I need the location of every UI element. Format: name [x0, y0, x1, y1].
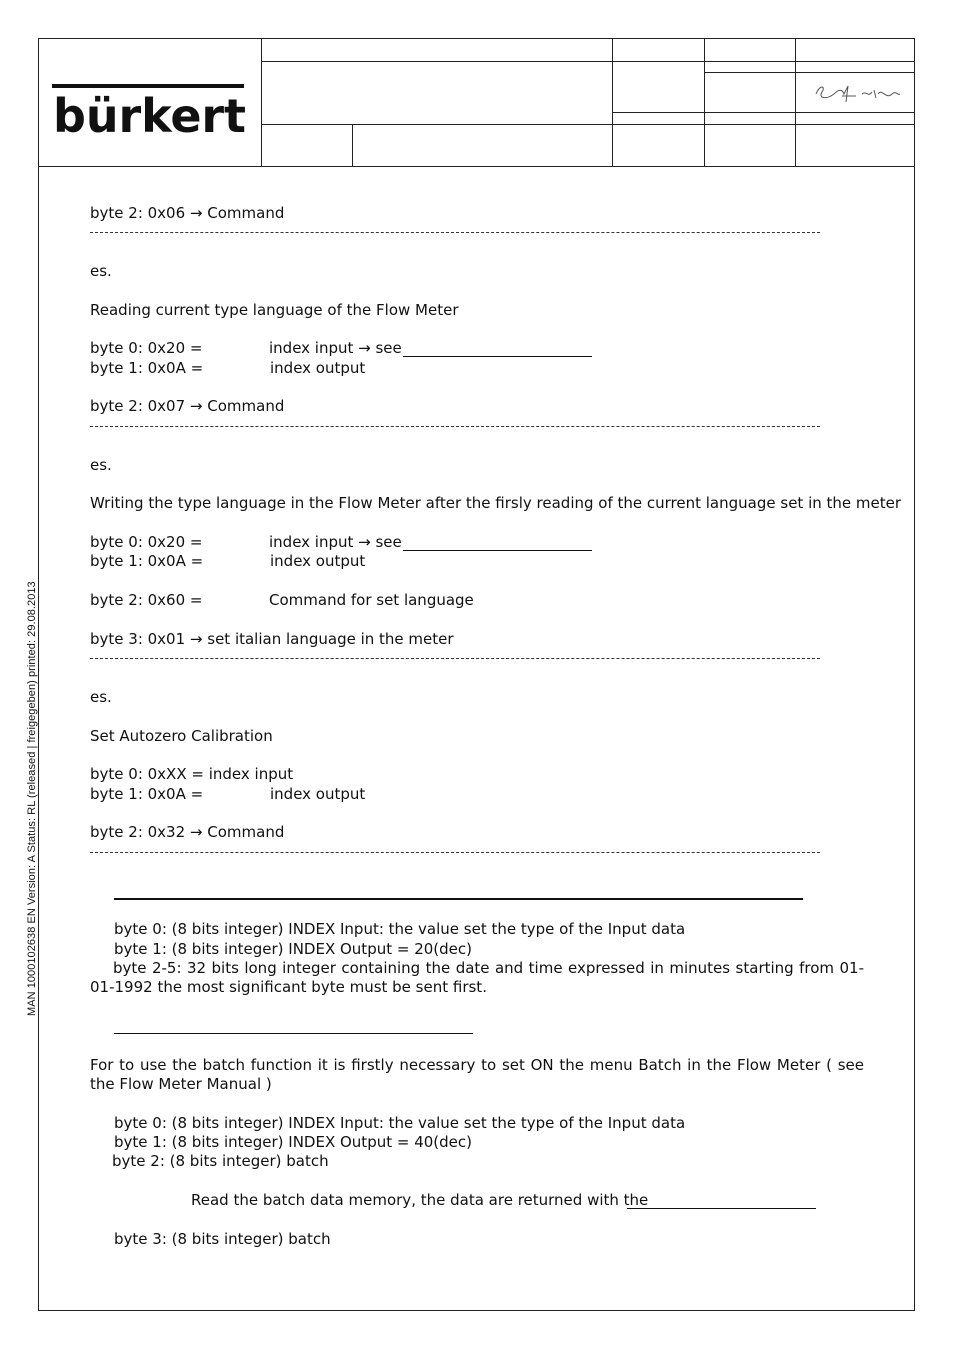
b6-byte0: byte 0: (8 bits integer) INDEX Input: the value set the type of the Input data [114, 1114, 686, 1132]
separator [90, 232, 820, 233]
logo-text: bürkert [53, 89, 245, 138]
separator [90, 426, 820, 427]
b3-es: es. [90, 456, 112, 474]
b4-byte1-label: byte 1: 0x0A = [90, 785, 204, 803]
b4-title: Set Autozero Calibration [90, 727, 273, 745]
side-metadata: MAN 1000102638 EN Version: A Status: RL (released | freigegeben) printed: 29.08.2013 [26, 581, 38, 1016]
b2-command: byte 2: 0x07 → Command [90, 397, 285, 415]
b3-byte0-value: index input → see [269, 533, 402, 551]
b3-byte2-value: Command for set language [269, 591, 474, 609]
b2-byte1-label: byte 1: 0x0A = [90, 359, 204, 377]
signature [812, 80, 902, 108]
b2-byte1-value: index output [270, 359, 366, 377]
b5-byte1: byte 1: (8 bits integer) INDEX Output = 20(dec) [114, 940, 472, 958]
b4-byte0: byte 0: 0xXX = index input [90, 765, 294, 783]
b2-es: es. [90, 262, 112, 280]
separator [90, 658, 820, 659]
b5-byte2-5: byte 2-5: 32 bits long integer containing the date and time expressed in minutes starting from 01-01-1992 the most significant byte must be sent first. [90, 959, 864, 996]
b2-byte0-label: byte 0: 0x20 = [90, 339, 203, 357]
reference-blank [627, 1208, 816, 1209]
b3-byte2-label: byte 2: 0x60 = [90, 591, 203, 609]
b6-read-note: Read the batch data memory, the data are returned with the [191, 1191, 649, 1209]
b3-title: Writing the type language in the Flow Meter after the firsly reading of the current language set in the meter [90, 494, 902, 512]
separator [90, 852, 820, 853]
b3-byte3: byte 3: 0x01 → set italian language in the meter [90, 630, 454, 648]
b4-command: byte 2: 0x32 → Command [90, 823, 285, 841]
b4-byte1-value: index output [270, 785, 366, 803]
b6-byte3: byte 3: (8 bits integer) batch [114, 1230, 331, 1248]
b6-byte2: byte 2: (8 bits integer) batch [112, 1152, 329, 1170]
b3-byte1-label: byte 1: 0x0A = [90, 552, 204, 570]
b6-byte1: byte 1: (8 bits integer) INDEX Output = 40(dec) [114, 1133, 472, 1151]
b3-byte0-label: byte 0: 0x20 = [90, 533, 203, 551]
b4-es: es. [90, 688, 112, 706]
burkert-logo [52, 82, 246, 138]
b6-intro: For to use the batch function it is firstly necessary to set ON the menu Batch in the Flow Meter ( see the Flow Meter Manual ) [90, 1056, 864, 1093]
b5-byte0: byte 0: (8 bits integer) INDEX Input: the value set the type of the Input data [114, 920, 686, 938]
b1-command: byte 2: 0x06 → Command [90, 204, 285, 222]
b2-byte0-value: index input → see [269, 339, 402, 357]
reference-blank [403, 550, 592, 551]
section-heading-rule [114, 1033, 473, 1034]
section-heading-rule [114, 898, 803, 900]
reference-blank [403, 356, 592, 357]
b2-title: Reading current type language of the Flow Meter [90, 301, 459, 319]
b3-byte1-value: index output [270, 552, 366, 570]
